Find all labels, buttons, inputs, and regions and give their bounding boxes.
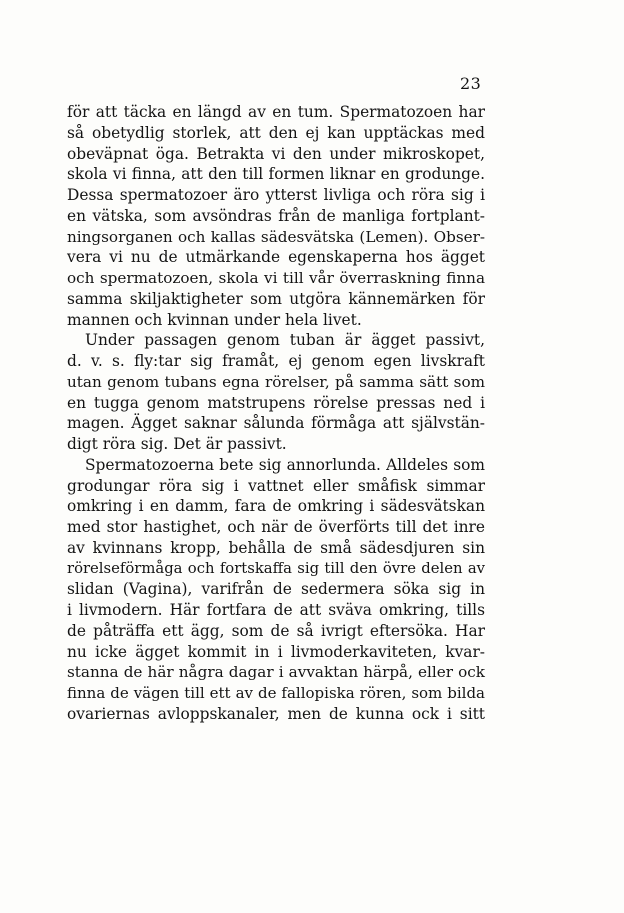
text-line: mannen och kvinnan under hela livet. <box>67 310 362 329</box>
text-line: obeväpnat öga. Betrakta vi den under mikroskopet, <box>67 144 485 163</box>
text-line: utan genom tubans egna rörelser, på samma sätt som <box>67 372 485 391</box>
text-line: ovariernas avloppskanaler, men de kunna ock i sitt <box>67 704 485 723</box>
text-line: slidan (Vagina), varifrån de sedermera söka sig in <box>67 580 485 599</box>
text-line: vera vi nu de utmärkande egenskaperna hos ägget <box>67 248 485 267</box>
text-line: Dessa spermatozoer äro ytterst livliga och röra sig i <box>67 186 485 204</box>
text-line: skola vi finna, att den till formen liknar en grodunge. <box>67 165 485 184</box>
text-line: de påträffa ett ägg, som de så ivrigt eftersöka. Har <box>67 621 485 640</box>
text-line: en vätska, som avsöndras från de manliga fortplant- <box>67 206 485 225</box>
text-line: magen. Ägget saknar sålunda förmåga att självstän- <box>67 414 485 433</box>
text-line: digt röra sig. Det är passivt. <box>67 435 287 453</box>
text-line: och spermatozoen, skola vi till vår överraskning finna <box>67 269 485 287</box>
text-line: rörelseförmåga och fortskaffa sig till den övre delen av <box>67 559 485 577</box>
text-line: en tugga genom matstrupens rörelse pressas ned i <box>67 393 485 412</box>
text-line: av kvinnans kropp, behålla de små sädesdjuren sin <box>67 538 485 557</box>
text-line: finna de vägen till ett av de fallopiska rören, som bilda <box>67 684 485 702</box>
text-line: stanna de här några dagar i avvaktan härpå, eller ock <box>67 663 485 682</box>
text-line: så obetydlig storlek, att den ej kan upptäckas med <box>67 123 485 142</box>
text-line: för att täcka en längd av en tum. Spermatozoen har <box>67 103 485 121</box>
text-line: nu icke ägget kommit in i livmoderkaviteten, kvar- <box>67 642 485 661</box>
text-line: Under passagen genom tuban är ägget passivt, <box>85 331 485 350</box>
text-line: ningsorganen och kallas sädesvätska (Lemen). Obser- <box>67 227 485 246</box>
text-line: omkring i en damm, fara de omkring i sädesvätskan <box>67 497 485 516</box>
text-line: d. v. s. fly:tar sig framåt, ej genom egen livskraft <box>67 352 485 370</box>
text-line: i livmodern. Här fortfara de att sväva omkring, tills <box>67 601 485 619</box>
text-line: samma skiljaktigheter som utgöra kännemärken för <box>67 289 485 308</box>
text-line: med stor hastighet, och när de överförts till det inre <box>67 518 485 536</box>
body-text <box>67 102 485 725</box>
page-number: 23 <box>460 74 482 93</box>
text-line: grodungar röra sig i vattnet eller småfisk simmar <box>67 476 485 495</box>
text-line: Spermatozoerna bete sig annorlunda. Alldeles som <box>85 455 485 474</box>
